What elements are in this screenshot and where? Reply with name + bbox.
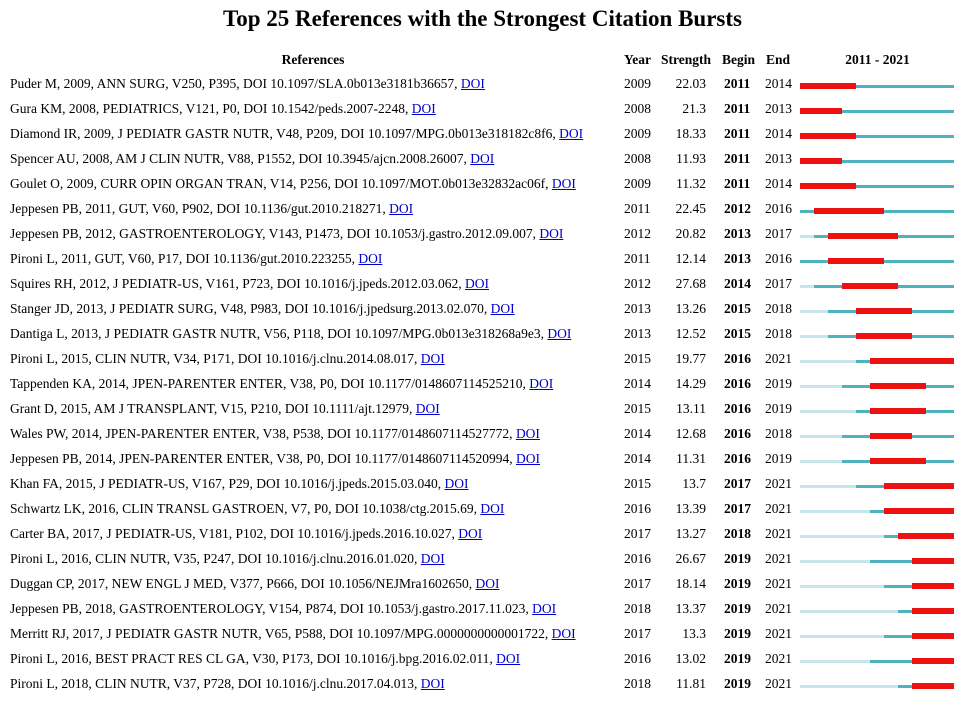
year-cell: 2018 [624,676,651,691]
strength-cell: 13.7 [682,476,706,491]
table-row [0,622,965,647]
header-strength: Strength [661,52,712,67]
burst-bar [800,458,954,464]
year-cell: 2008 [624,101,651,116]
year-cell: 2014 [624,451,651,466]
table-row [0,322,965,347]
reference-cell [10,176,576,192]
doi-link[interactable]: DOI [458,526,483,541]
begin-cell: 2017 [724,476,751,491]
begin-cell: 2011 [724,101,751,116]
strength-cell: 11.31 [676,451,706,466]
end-cell: 2018 [765,301,792,316]
year-cell: 2017 [624,526,651,541]
reference-cell [10,151,494,167]
table-row [0,647,965,672]
end-cell: 2021 [765,476,792,491]
burst-bar [800,608,954,614]
doi-link[interactable]: DOI [547,326,572,341]
strength-cell: 13.02 [675,651,706,666]
doi-link[interactable]: DOI [358,251,383,266]
burst-bar [800,108,954,114]
end-cell: 2021 [765,676,792,691]
strength-cell: 26.67 [675,551,706,566]
reference-text: Dantiga L, 2013, J PEDIATR GASTR NUTR, V56, P118, DOI 10.1097/MPG.0b013e318268a9e3, [10,326,544,341]
year-cell: 2013 [624,326,651,341]
burst-bar [800,283,954,289]
year-cell: 2014 [624,426,651,441]
burst-strong-segment [912,583,954,589]
year-cell: 2016 [624,501,651,516]
end-cell: 2014 [765,76,792,91]
reference-cell [10,401,440,417]
doi-link[interactable]: DOI [420,676,445,691]
reference-text: Jeppesen PB, 2018, GASTROENTEROLOGY, V154, P874, DOI 10.1053/j.gastro.2017.11.023, [10,601,529,616]
year-cell: 2015 [624,476,651,491]
strength-cell: 20.82 [675,226,706,241]
burst-inactive-segment [800,410,856,413]
burst-strong-segment [912,683,954,689]
table-row [0,672,965,697]
doi-link[interactable]: DOI [559,126,584,141]
year-cell: 2016 [624,551,651,566]
begin-cell: 2016 [724,351,751,366]
burst-bar [800,258,954,264]
year-cell: 2008 [624,151,651,166]
begin-cell: 2016 [724,401,751,416]
burst-inactive-segment [800,585,884,588]
burst-strong-segment [870,408,926,414]
table-row [0,197,965,222]
table-row [0,472,965,497]
end-cell: 2019 [765,401,792,416]
end-cell: 2021 [765,526,792,541]
strength-cell: 12.14 [675,251,706,266]
reference-table [0,72,965,697]
year-cell: 2011 [624,201,651,216]
end-cell: 2021 [765,626,792,641]
doi-link[interactable]: DOI [444,476,469,491]
doi-link[interactable]: DOI [516,451,541,466]
burst-bar [800,533,954,539]
reference-cell [10,426,540,442]
reference-cell [10,276,489,292]
burst-inactive-segment [800,360,856,363]
table-row [0,447,965,472]
begin-cell: 2012 [724,201,751,216]
reference-text: Pironi L, 2015, CLIN NUTR, V34, P171, DOI 10.1016/j.clnu.2014.08.017, [10,351,418,366]
reference-text: Pironi L, 2018, CLIN NUTR, V37, P728, DOI 10.1016/j.clnu.2017.04.013, [10,676,418,691]
table-row [0,222,965,247]
year-cell: 2018 [624,601,651,616]
table-row [0,397,965,422]
strength-cell: 18.33 [675,126,706,141]
table-row [0,297,965,322]
table-row [0,172,965,197]
strength-cell: 11.93 [676,151,706,166]
reference-cell [10,526,482,542]
reference-cell [10,301,515,317]
doi-link[interactable]: DOI [490,301,515,316]
end-cell: 2014 [765,126,792,141]
end-cell: 2018 [765,326,792,341]
strength-cell: 22.03 [675,76,706,91]
doi-link[interactable]: DOI [411,101,436,116]
reference-text: Diamond IR, 2009, J PEDIATR GASTR NUTR, V48, P209, DOI 10.1097/MPG.0b013e318182c8f6, [10,126,556,141]
reference-cell [10,501,504,517]
burst-strong-segment [856,333,912,339]
year-cell: 2009 [624,126,651,141]
reference-cell [10,626,576,642]
reference-text: Pironi L, 2016, CLIN NUTR, V35, P247, DOI 10.1016/j.clnu.2016.01.020, [10,551,418,566]
begin-cell: 2019 [724,576,751,591]
reference-cell [10,351,445,367]
reference-text: Jeppesen PB, 2014, JPEN-PARENTER ENTER, V38, P0, DOI 10.1177/0148607114520994, [10,451,513,466]
burst-bar [800,358,954,364]
burst-bar [800,333,954,339]
burst-inactive-segment [800,435,842,438]
reference-text: Pironi L, 2011, GUT, V60, P17, DOI 10.1136/gut.2010.223255, [10,251,356,266]
burst-bar [800,83,954,89]
begin-cell: 2011 [724,126,751,141]
year-cell: 2015 [624,351,651,366]
strength-cell: 13.39 [675,501,706,516]
burst-bar [800,308,954,314]
reference-text: Grant D, 2015, AM J TRANSPLANT, V15, P210, DOI 10.1111/ajt.12979, [10,401,413,416]
end-cell: 2016 [765,251,792,266]
burst-inactive-segment [800,235,814,238]
doi-link[interactable]: DOI [515,426,540,441]
year-cell: 2012 [624,276,651,291]
year-cell: 2017 [624,576,651,591]
burst-inactive-segment [800,510,870,513]
header-references: References [281,52,345,67]
begin-cell: 2011 [724,176,751,191]
reference-cell [10,126,583,142]
reference-cell [10,101,436,117]
strength-cell: 19.77 [675,351,706,366]
reference-text: Merritt RJ, 2017, J PEDIATR GASTR NUTR, V65, P588, DOI 10.1097/MPG.0000000000001722, [10,626,549,641]
end-cell: 2021 [765,651,792,666]
doi-link[interactable]: DOI [529,376,554,391]
year-cell: 2016 [624,651,651,666]
strength-cell: 12.68 [675,426,706,441]
strength-cell: 11.32 [676,176,706,191]
year-cell: 2017 [624,626,651,641]
end-cell: 2021 [765,576,792,591]
burst-strong-segment [870,433,912,439]
doi-link[interactable]: DOI [415,401,440,416]
reference-text: Puder M, 2009, ANN SURG, V250, P395, DOI 10.1097/SLA.0b013e3181b36657, [10,76,458,91]
doi-link[interactable]: DOI [420,351,445,366]
end-cell: 2018 [765,426,792,441]
doi-link[interactable]: DOI [480,501,505,516]
begin-cell: 2016 [724,376,751,391]
end-cell: 2016 [765,201,792,216]
burst-strong-segment [912,558,954,564]
burst-strong-segment [898,533,954,539]
burst-bar [800,408,954,414]
reference-text: Gura KM, 2008, PEDIATRICS, V121, P0, DOI 10.1542/peds.2007-2248, [10,101,409,116]
begin-cell: 2016 [724,426,751,441]
burst-bar [800,633,954,639]
table-row [0,72,965,97]
begin-cell: 2013 [724,251,751,266]
burst-bar [800,683,954,689]
year-cell: 2009 [624,176,651,191]
burst-bar [800,658,954,664]
burst-strong-segment [828,258,884,264]
burst-bar [800,133,954,139]
year-cell: 2009 [624,76,651,91]
reference-text: Jeppesen PB, 2012, GASTROENTEROLOGY, V143, P1473, DOI 10.1053/j.gastro.2012.09.007, [10,226,536,241]
reference-text: Jeppesen PB, 2011, GUT, V60, P902, DOI 10.1136/gut.2010.218271, [10,201,386,216]
burst-bar [800,158,954,164]
chart-title: Top 25 References with the Strongest Citation Bursts [223,6,742,31]
burst-inactive-segment [800,610,898,613]
doi-link[interactable]: DOI [532,601,557,616]
reference-cell [10,476,469,492]
burst-bar [800,383,954,389]
year-cell: 2015 [624,401,651,416]
end-cell: 2013 [765,151,792,166]
burst-strong-segment [814,208,884,214]
burst-strong-segment [912,608,954,614]
burst-strong-segment [912,658,954,664]
reference-text: Schwartz LK, 2016, CLIN TRANSL GASTROEN, V7, P0, DOI 10.1038/ctg.2015.69, [10,501,477,516]
end-cell: 2021 [765,551,792,566]
reference-text: Duggan CP, 2017, NEW ENGL J MED, V377, P666, DOI 10.1056/NEJMra1602650, [10,576,473,591]
strength-cell: 21.3 [682,101,706,116]
reference-cell [10,226,563,242]
reference-text: Goulet O, 2009, CURR OPIN ORGAN TRAN, V14, P256, DOI 10.1097/MOT.0b013e32832ac06f, [10,176,549,191]
begin-cell: 2018 [724,526,751,541]
burst-inactive-segment [800,285,814,288]
reference-cell [10,76,485,92]
doi-link[interactable]: DOI [475,576,500,591]
burst-inactive-segment [800,385,842,388]
begin-cell: 2019 [724,601,751,616]
table-row [0,147,965,172]
reference-cell [10,651,520,667]
strength-cell: 12.52 [675,326,706,341]
reference-text: Pironi L, 2016, BEST PRACT RES CL GA, V30, P173, DOI 10.1016/j.bpg.2016.02.011, [10,651,493,666]
begin-cell: 2015 [724,301,751,316]
header-begin: Begin [722,52,756,67]
reference-cell [10,551,445,567]
begin-cell: 2015 [724,326,751,341]
reference-text: Khan FA, 2015, J PEDIATR-US, V167, P29, DOI 10.1016/j.jpeds.2015.03.040, [10,476,442,491]
reference-cell [10,251,382,267]
end-cell: 2019 [765,451,792,466]
table-row [0,422,965,447]
burst-inactive-segment [800,635,884,638]
burst-bar [800,433,954,439]
doi-link[interactable]: DOI [470,151,495,166]
doi-link[interactable]: DOI [551,626,576,641]
strength-cell: 13.11 [676,401,706,416]
table-row [0,247,965,272]
doi-link[interactable]: DOI [496,651,521,666]
burst-inactive-segment [800,485,856,488]
header-year: Year [624,52,651,67]
strength-cell: 22.45 [675,201,706,216]
end-cell: 2013 [765,101,792,116]
begin-cell: 2019 [724,626,751,641]
year-cell: 2012 [624,226,651,241]
begin-cell: 2011 [724,76,751,91]
burst-strong-segment [842,283,898,289]
burst-strong-segment [884,483,954,489]
doi-link[interactable]: DOI [539,226,564,241]
doi-link[interactable]: DOI [551,176,576,191]
strength-cell: 11.81 [676,676,706,691]
burst-strong-segment [856,308,912,314]
table-row [0,597,965,622]
header-end: End [766,52,791,67]
reference-text: Carter BA, 2017, J PEDIATR-US, V181, P102, DOI 10.1016/j.jpeds.2016.10.027, [10,526,455,541]
end-cell: 2021 [765,601,792,616]
reference-cell [10,676,445,692]
table-row [0,97,965,122]
burst-bar [800,183,954,189]
table-row [0,522,965,547]
burst-strong-segment [912,633,954,639]
doi-link[interactable]: DOI [420,551,445,566]
end-cell: 2017 [765,226,792,241]
burst-strong-segment [828,233,898,239]
burst-inactive-segment [800,310,828,313]
reference-text: Stanger JD, 2013, J PEDIATR SURG, V48, P983, DOI 10.1016/j.jpedsurg.2013.02.070, [10,301,488,316]
table-row [0,572,965,597]
burst-strong-segment [800,183,856,189]
table-row [0,122,965,147]
burst-inactive-segment [800,335,828,338]
doi-link[interactable]: DOI [460,76,485,91]
strength-cell: 13.3 [682,626,706,641]
burst-strong-segment [870,458,926,464]
table-row [0,372,965,397]
burst-bar [800,483,954,489]
burst-strong-segment [870,383,926,389]
header-range: 2011 - 2021 [845,52,910,67]
reference-text: Squires RH, 2012, J PEDIATR-US, V161, P723, DOI 10.1016/j.jpeds.2012.03.062, [10,276,462,291]
reference-text: Spencer AU, 2008, AM J CLIN NUTR, V88, P1552, DOI 10.3945/ajcn.2008.26007, [10,151,467,166]
end-cell: 2021 [765,501,792,516]
end-cell: 2014 [765,176,792,191]
burst-strong-segment [800,83,856,89]
strength-cell: 27.68 [675,276,706,291]
burst-bar [800,508,954,514]
begin-cell: 2019 [724,676,751,691]
burst-bar [800,583,954,589]
reference-cell [10,451,540,467]
end-cell: 2019 [765,376,792,391]
reference-cell [10,376,553,392]
reference-cell [10,576,500,592]
burst-inactive-segment [800,535,884,538]
reference-cell [10,326,571,342]
strength-cell: 13.26 [675,301,706,316]
burst-strong-segment [800,158,842,164]
reference-text: Tappenden KA, 2014, JPEN-PARENTER ENTER, V38, P0, DOI 10.1177/0148607114525210, [10,376,526,391]
begin-cell: 2019 [724,651,751,666]
burst-inactive-segment [800,660,870,663]
year-cell: 2014 [624,376,651,391]
year-cell: 2013 [624,301,651,316]
year-cell: 2011 [624,251,651,266]
end-cell: 2017 [765,276,792,291]
burst-strong-segment [800,108,842,114]
strength-cell: 18.14 [675,576,706,591]
burst-strong-segment [800,133,856,139]
burst-inactive-segment [800,560,870,563]
table-row [0,497,965,522]
doi-link[interactable]: DOI [389,201,414,216]
begin-cell: 2019 [724,551,751,566]
begin-cell: 2011 [724,151,751,166]
burst-bar [800,208,954,214]
burst-bar [800,558,954,564]
reference-cell [10,601,556,617]
burst-strong-segment [870,358,954,364]
strength-cell: 14.29 [675,376,706,391]
strength-cell: 13.37 [675,601,706,616]
begin-cell: 2016 [724,451,751,466]
burst-inactive-segment [800,460,842,463]
burst-strong-segment [884,508,954,514]
reference-text: Wales PW, 2014, JPEN-PARENTER ENTER, V38, P538, DOI 10.1177/0148607114527772, [10,426,513,441]
doi-link[interactable]: DOI [465,276,490,291]
begin-cell: 2014 [724,276,751,291]
burst-inactive-segment [800,685,898,688]
table-row [0,547,965,572]
reference-cell [10,201,413,217]
strength-cell: 13.27 [675,526,706,541]
burst-bar [800,233,954,239]
begin-cell: 2013 [724,226,751,241]
table-row [0,272,965,297]
end-cell: 2021 [765,351,792,366]
begin-cell: 2017 [724,501,751,516]
table-row [0,347,965,372]
